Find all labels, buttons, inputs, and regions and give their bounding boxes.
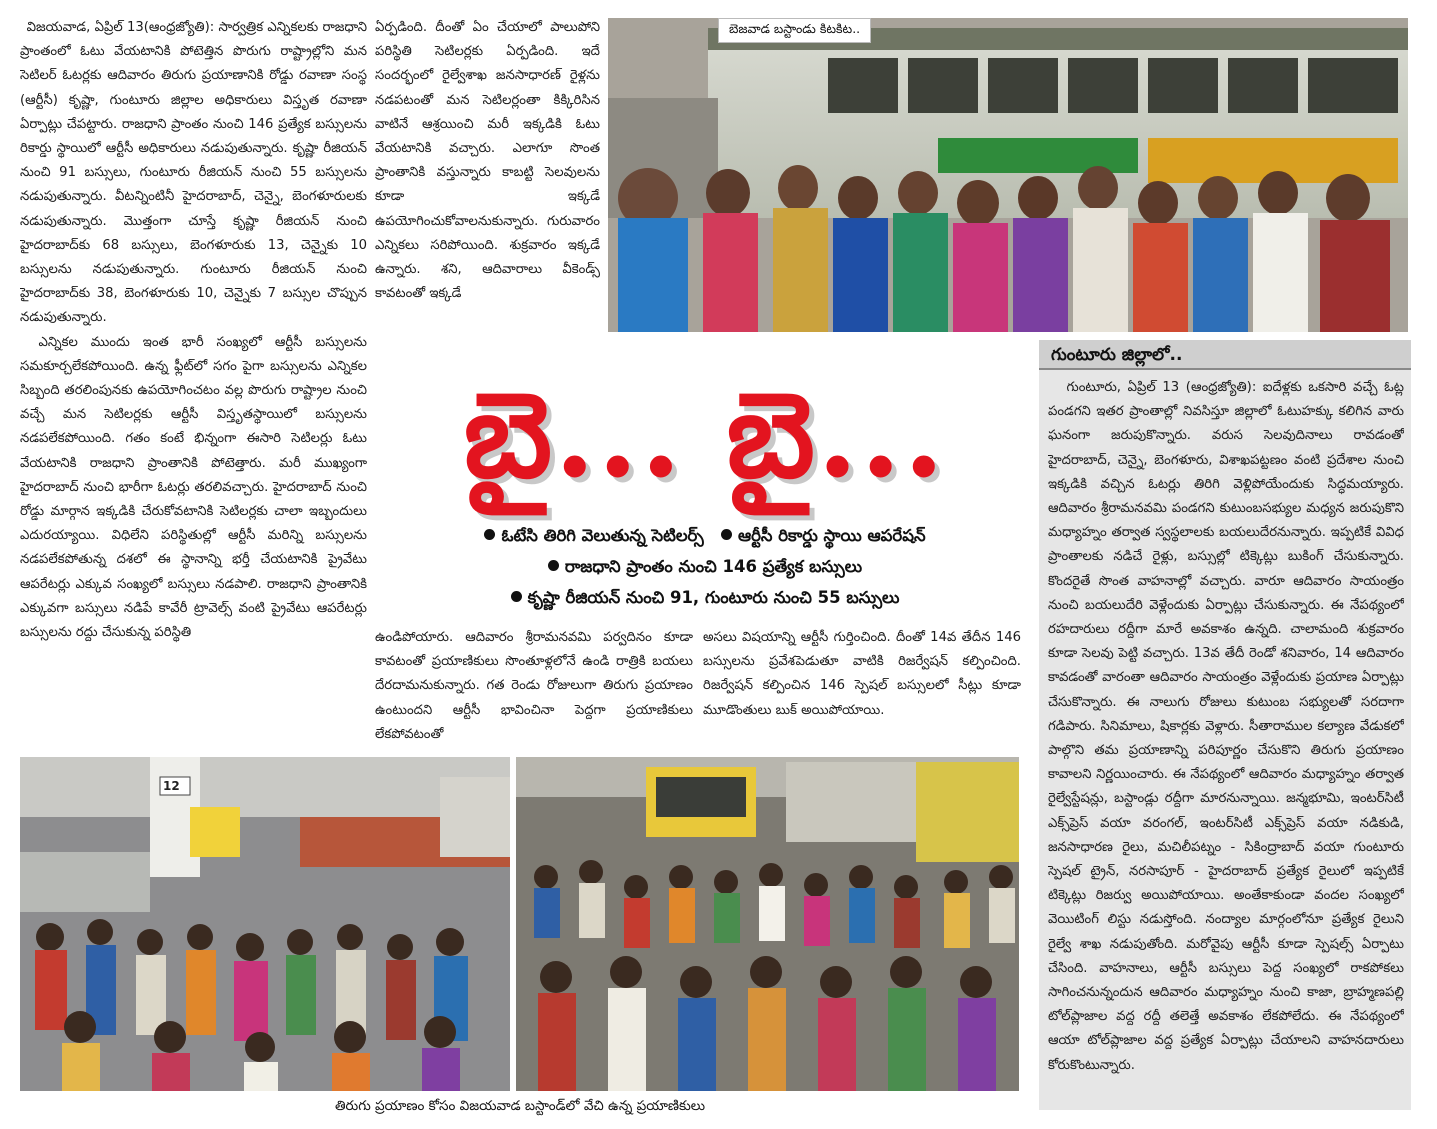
article-column-3 <box>375 626 693 751</box>
article-paragraph: అసలు విషయాన్ని ఆర్టీసీ గుర్తించింది. దీంతో 14వ తేదీన 146 బస్సులను ప్రవేశపెడుతూ వాటికి రిజర్వేషన్ కల్పించింది. రిజర్వేషన్ కల్పించిన 146 స్పెషల్ బస్సులలో సీట్లు కూడా మూడొంతులు బుక్ అయిపోయాయి. <box>703 630 1021 718</box>
article-paragraph: ఉండిపోయారు. ఆదివారం శ్రీరామనవమి పర్వదినం కూడా కావటంతో ప్రయాణికులు సొంతూళ్లలోనే ఉండి రాత్రికి బయలు దేరదామనుకున్నారు. గత రెండు రోజులుగా తిరుగు ప్రయాణం ఉంటుందని ఆర్టీసీ భావించినా పెద్దగా ప్రయాణికులు లేకపోవటంతో <box>375 630 693 742</box>
bullet-icon <box>511 591 522 602</box>
photo-label: బెజవాడ బస్టాండు కిటకిట.. <box>718 18 871 43</box>
bullet-text: ఆర్టీసీ రికార్డు స్థాయి ఆపరేషన్ <box>737 526 926 545</box>
bullet-icon <box>484 529 495 540</box>
bullet-icon <box>721 529 732 540</box>
highlight-bullets <box>375 520 1035 613</box>
headline: బై... బై... <box>463 365 947 504</box>
platform-sign: 12 <box>163 779 180 793</box>
bullet-row <box>375 582 1035 613</box>
article-column-2 <box>375 16 600 316</box>
article-paragraph: విజయవాడ, ఏప్రిల్ 13(ఆంధ్రజ్యోతి): సార్వత్రిక ఎన్నికలకు రాజధాని ప్రాంతంలో ఓటు వేయటానికి పోటెత్తిన పొరుగు రాష్ట్రాల్లోని మన సెటిలర్ ఓటర్లకు ఆదివారం తిరుగు ప్రయాణానికి రోడ్డు రవాణా సంస్థ (ఆర్టీసీ) కృష్ణా, గుంటూరు జిల్లాల అధికారులు విస్తృత రవాణా ఏర్పాట్లు చేపట్టారు. రాజధాని ప్రాంతం నుంచి 146 ప్రత్యేక బస్సులను రికార్డు స్థాయిలో ఆర్టీసీ అధికారులు నడుపుతున్నారు. కృష్ణా రీజియన్ నుంచి 91 బస్సులు, గుంటూరు రీజియన్ నుంచి 55 బస్సులను నడుపుతున్నారు. వీటన్నింటినీ హైదరాబాద్, చెన్నై, బెంగళూరులకు నడుపుతున్నారు. మొత్తంగా చూస్తే కృష్ణా రీజియన్ నుంచి హైదరాబాద్‌కు 68 బస్సులు, బెంగళూరుకు 13, చెన్నైకు 10 బస్సులను నడుపుతున్నారు. గుంటూరు రీజియన్ నుంచి హైదరాబాద్‌కు 38, బెంగళూరుకు 10, చెన్నైకు 7 బస్సుల చొప్పున నడుపుతున్నారు. <box>20 20 367 326</box>
bus-station-photo <box>20 757 510 1091</box>
article-paragraph: ఏర్పడింది. దీంతో ఏం చేయాలో పాలుపోని పరిస్థితి సెటిలర్లకు ఏర్పడింది. ఇదే సందర్భంలో రైల్వేశాఖ జనసాధారణ్ రైళ్లను నడపటంతో మన సెటిలర్లంతా కిక్కిరిసిన వాటినే ఆశ్రయించి మరీ ఇక్కడికి ఓటు వేయటానికి వచ్చారు. ఎలాగూ సొంత ప్రాంతానికి వస్తున్నారు కాబట్టి సెలవులను కూడా ఇక్కడే ఉపయోగించుకోవాలనుకున్నారు. గురువారం ఎన్నికలు సరిపోయింది. శుక్రవారం ఇక్కడే ఉన్నారు. శని, ఆదివారాలు వీకెండ్స్ కావటంతో ఇక్కడే <box>375 20 600 302</box>
bullet-row <box>375 520 1035 551</box>
article-column-1 <box>20 16 367 751</box>
sidebar-title: గుంటూరు జిల్లాలో.. <box>1039 340 1411 370</box>
article-column-4 <box>703 626 1021 751</box>
sidebar-text <box>1048 376 1404 1106</box>
bus-crowd-photo <box>608 18 1408 332</box>
article-paragraph: ఎన్నికల ముందు ఇంత భారీ సంఖ్యలో ఆర్టీసీ బస్సులను సమకూర్చలేకపోయింది. ఉన్న ఫ్లీట్‌లో సగం పైగా బస్సులను ఎన్నికల సిబ్బంది తరలింపునకు ఉపయోగించటం వల్ల పొరుగు రాష్ట్రాల నుంచి వచ్చే మన సెటిలర్లకు ఆర్టీసీ విస్తృతస్థాయిలో బస్సులను నడపలేకపోయింది. గతం కంటే భిన్నంగా ఈసారి సెటిలర్లు ఓటు వేయటానికి రాజధాని ప్రాంతానికి పోటెత్తారు. మరీ ముఖ్యంగా హైదరాబాద్ నుంచి భారీగా ఓటర్లు తరలివచ్చారు. హైదరాబాద్ నుంచి రోడ్డు మార్గాన ఇక్కడికి చేరుకోవటానికి సెటిలర్లకు చాలా ఇబ్బందులు ఎదురయ్యాయి. విధిలేని పరిస్థితుల్లో ఆర్టీసీ మరిన్ని బస్సులను నడపలేకపోతున్న దశలో ఈ స్థానాన్ని భర్తీ చేయటానికి ప్రైవేటు ఆపరేటర్లు ఎక్కువ సంఖ్యలో బస్సులు నడపాలి. రాజధాని ప్రాంతానికి ఎక్కువగా బస్సులు నడిపే కావేరీ ట్రావెల్స్ వంటి ప్రైవేటు ఆపరేటర్లు బస్సులను రద్దు చేసుకున్న పరిస్థితి <box>20 334 367 641</box>
bullet-icon <box>548 560 559 571</box>
bullet-text: రాజధాని ప్రాంతం నుంచి 146 ప్రత్యేక బస్సులు <box>564 557 863 576</box>
bullet-row <box>375 551 1035 582</box>
bullet-text: కృష్ణా రీజియన్ నుంచి 91, గుంటూరు నుంచి 55 బస్సులు <box>527 588 900 607</box>
photo-caption: తిరుగు ప్రయాణం కోసం విజయవాడ బస్టాండ్‌లో వేచి ఉన్న ప్రయాణికులు <box>334 1098 706 1114</box>
crowd-at-buses-photo <box>516 757 1019 1091</box>
bullet-text: ఓటేసి తిరిగి వెలుతున్న సెటిలర్స్ <box>501 526 704 545</box>
sidebar-paragraph: గుంటూరు, ఏప్రిల్ 13 (ఆంధ్రజ్యోతి): ఐదేళ్లకు ఒకసారి వచ్చే ఓట్ల పండగని ఇతర ప్రాంతాల్లో నివసిస్తూ జిల్లాలో ఓటుహక్కు కలిగిన వారు ఘనంగా జరుపుకొన్నారు. వరుస సెలవుదినాలు రావడంతో హైదరాబాద్, చెన్నై, బెంగళూరు, విశాఖపట్టణం వంటి ప్రదేశాల నుంచి ఇక్కడికి వచ్చిన ఓటర్లు తిరిగి వెళ్లిపోయేందుకు సిద్ధమయ్యారు. ఆదివారం శ్రీరామనవమి పండగని కుటుంబసభ్యుల మధ్యన జరుపుకొని మధ్యాహ్నం తర్వాత స్వస్థలాలకు బయలుదేరనున్నారు. ఇప్పటికే వివిధ ప్రాంతాలకు నడిచే రైళ్లు, బస్సుల్లో టిక్కెట్లు బుకింగ్ చేసుకున్నారు. కొందరైతే సొంత వాహనాల్లో వచ్చారు. వారూ ఆదివారం సాయంత్రం నుంచి బయలుదేరి వెళ్లేందుకు ఏర్పాట్లు చేసుకున్నారు. ఈ నేపథ్యంలో రహదారులు రద్దీగా మారే అవకాశం ఉన్నది. చాలామంది శుక్రవారం కూడా సెలవు పెట్టి వచ్చారు. 13వ తేదీ రెండో శనివారం, 14 ఆదివారం కావడంతో వారంతా ఆదివారం సాయంత్రం వెళ్లేందుకు ప్రయాణ ఏర్పాట్లు చేసుకొన్నారు. ఈ నాలుగు రోజులు కుటుంబ సభ్యులతో సరదాగా గడిపారు. సినిమాలు, షికార్లకు వెళ్లారు. సీతారాముల కల్యాణ వేడుకలో పాల్గొని తమ ప్రయాణాన్ని పరిపూర్ణం చేసుకొని తిరుగు ప్రయాణం కావాలని నిర్ణయించారు. ఈ నేపథ్యంలో ఆదివారం మధ్యాహ్నం తర్వాత రైల్వేస్టేషన్లు, బస్టాండ్లు రద్దీగా మారనున్నాయి. జన్మభూమి, ఇంటర్‌సిటీ ఎక్స్‌ప్రెస్ వయా వరంగల్, ఇంటర్‌సిటీ ఎక్స్‌ప్రెస్ వయా నడికుడి, జనసాధారణ రైలు, మచిలీపట్నం - సికింద్రాబాద్ వయా గుంటూరు స్పెషల్ ట్రైన్, నరసాపూర్ - హైదరాబాద్ ప్రత్యేక రైలులో ఇప్పటికే టిక్కెట్లు రిజర్వు అయిపోయాయి. అంతేకాకుండా వందల సంఖ్యలో వెయిటింగ్ లిస్టు నడుస్తోంది. నంద్యాల మార్గంలోనూ ప్రత్యేక రైలుని రైల్వే శాఖ నడుపుతోంది. మరోవైపు ఆర్టీసీ కూడా స్పెషల్స్ ఏర్పాటు చేసింది. వాహనాలు, ఆర్టీసీ బస్సులు పెద్ద సంఖ్యలో రాకపోకలు సాగించనున్నందున ఆదివారం మధ్యాహ్నం నుంచి కాజా, బ్రాహ్మణపల్లి టోల్‌ప్లాజాల వద్ద రద్దీ తలెత్తే అవకాశం లేకపోలేదు. ఈ నేపథ్యంలో ఆయా టోల్‌ప్లాజాల వద్ద ప్రత్యేక ఏర్పాట్లు చేయాలని వాహనదారులు కోరుకొంటున్నారు. <box>1048 380 1404 1073</box>
